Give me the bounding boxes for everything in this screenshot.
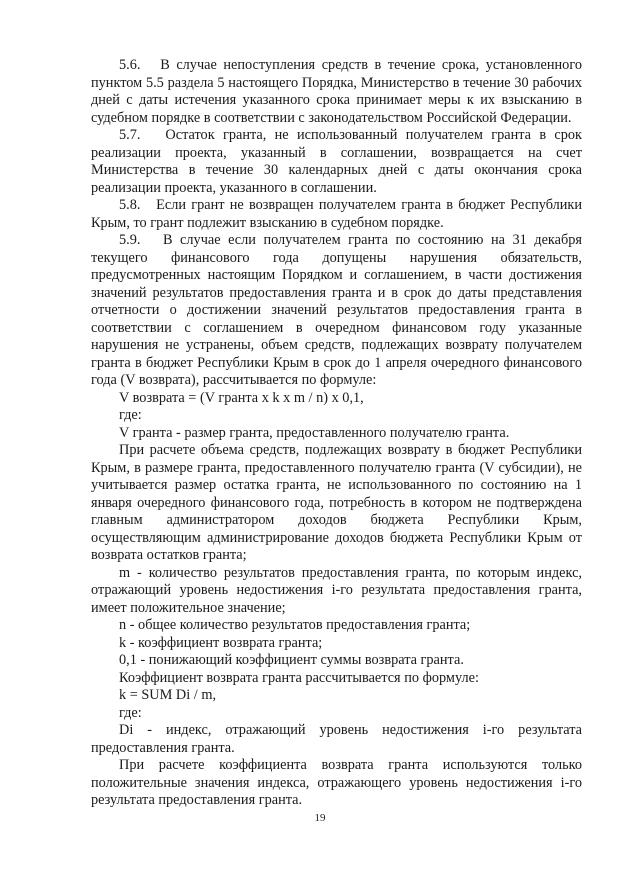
definition-n: n - общее количество результатов предоставления гранта; bbox=[119, 617, 471, 633]
document-body bbox=[91, 57, 582, 810]
coefficient-intro: Коэффициент возврата гранта рассчитывается по формуле: bbox=[119, 669, 479, 686]
paragraph-5-6: 5.6. В случае непоступления средств в течение срока, установленного пунктом 5.5 раздела 5 настоящего Порядка, Министерство в течение 30 рабочих дней с даты истечения указанного срока принимает меры к их взысканию в судебном порядке в соответствии с законодательством Российской Федерации. bbox=[91, 57, 582, 126]
paragraph-5-9: 5.9. В случае если получателем гранта по состоянию на 31 декабря текущего финансового года допущены нарушения обязательств, предусмотренных настоящим Порядком и соглашением, в части достижения значений результатов предоставления гранта и в срок до даты представления отчетности о достижении значений результатов предоставления гранта в соответствии с соглашением в очередном финансовом году указанные нарушения не устранены, объем средств, подлежащих возврату получателем гранта в бюджет Республики Крым в срок до 1 апреля очередного финансового года (V возврата), рассчитывается по формуле: bbox=[91, 232, 582, 388]
definition-k: k - коэффициент возврата гранта; bbox=[119, 634, 323, 651]
paragraph-calculation-note: При расчете объема средств, подлежащих возврату в бюджет Республики Крым, в размере гранта, предоставленного получателю гранта (V субсидии), не учитывается размер остатка гранта, не использованного по состоянию на 1 января очередного финансового года, потребность в котором не подтверждена главным администратором доходов бюджета Республики Крым, осуществляющим администрирование доходов бюджета Республики Крым от возврата остатков гранта; bbox=[91, 442, 582, 563]
definition-v-grant: V гранта - размер гранта, предоставленного получателю гранта. bbox=[119, 424, 510, 441]
where-label: где: bbox=[119, 407, 142, 423]
formula-v-return: V возврата = (V гранта x k x m / n) x 0,1, bbox=[119, 389, 364, 406]
definition-di: Di - индекс, отражающий уровень недостижения i-го результата предоставления гранта. bbox=[91, 722, 582, 756]
where-label-2: где: bbox=[119, 704, 142, 721]
paragraph-5-7: 5.7. Остаток гранта, не использованный получателем гранта в срок реализации проекта, указанный в соглашении, возвращается на счет Министерства в течение 30 календарных дней с даты окончания срока реализации проекта, указанного в соглашении. bbox=[91, 127, 582, 196]
definition-reduction-coefficient: 0,1 - понижающий коэффициент суммы возврата гранта. bbox=[119, 652, 464, 668]
page-number: 19 bbox=[314, 812, 326, 824]
formula-k: k = SUM Di / m, bbox=[119, 687, 217, 703]
definition-m: m - количество результатов предоставления гранта, по которым индекс, отражающий уровень недостижения i-го результата предоставления гранта, имеет положительное значение; bbox=[91, 564, 582, 616]
paragraph-positive-values: При расчете коэффициента возврата гранта используются только положительные значения индекса, отражающего уровень недостижения i-го результата предоставления гранта. bbox=[91, 757, 582, 808]
paragraph-5-8: 5.8. Если грант не возвращен получателем гранта в бюджет Республики Крым, то грант подлежит взысканию в судебном порядке. bbox=[91, 197, 582, 231]
